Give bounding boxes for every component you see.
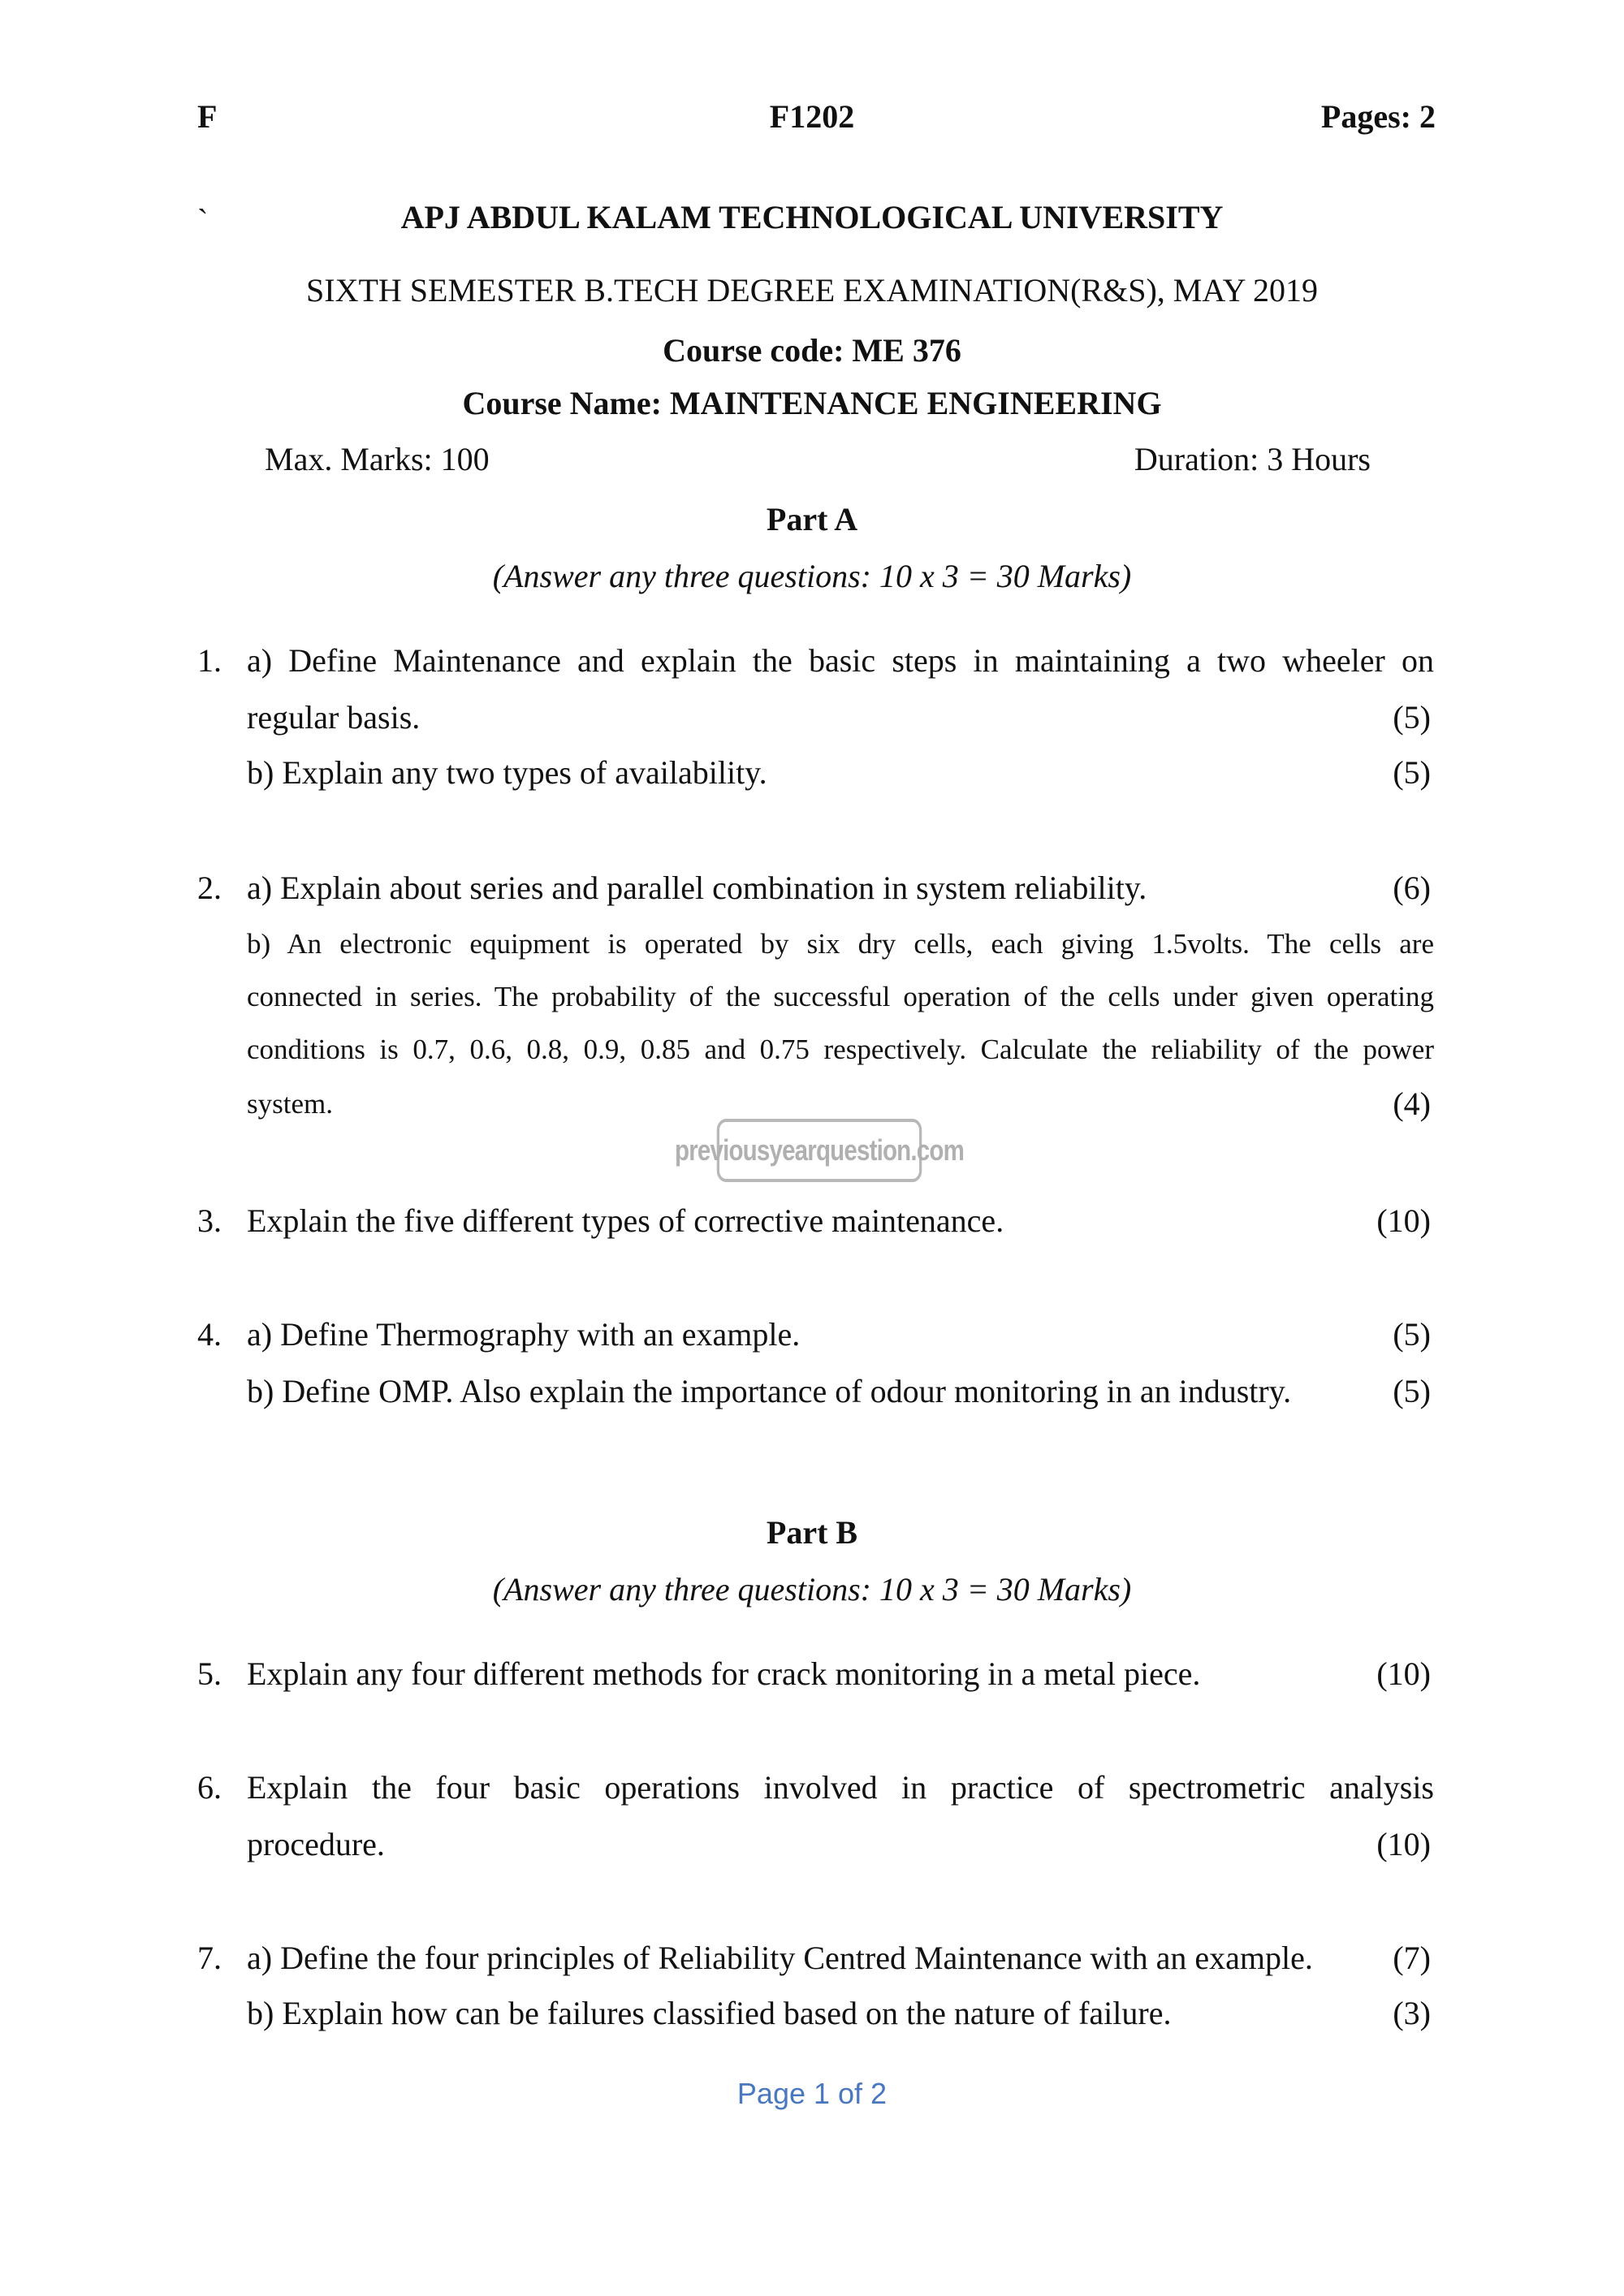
question-marks: (5) xyxy=(1393,1316,1431,1353)
question-number: 1. xyxy=(197,642,222,679)
question-marks: (10) xyxy=(1376,1655,1431,1692)
question-number: 3. xyxy=(197,1202,222,1239)
header-page-count: Pages: 2 xyxy=(1320,98,1436,135)
question-text: system. xyxy=(247,1088,333,1120)
question-number: 7. xyxy=(197,1940,222,1976)
question-text: Explain the five different types of corrective maintenance. xyxy=(247,1202,1004,1239)
part-a-title: Part A xyxy=(766,501,858,537)
question-text: a) Define Thermography with an example. xyxy=(247,1316,801,1353)
header-tick-mark: ` xyxy=(197,202,209,239)
question-number: 4. xyxy=(197,1316,222,1353)
question-marks: (5) xyxy=(1393,699,1431,736)
question-number: 2. xyxy=(197,870,222,906)
question-text: Explain any four different methods for crack monitoring in a metal piece. xyxy=(247,1655,1201,1692)
duration: Duration: 3 Hours xyxy=(1134,441,1371,477)
question-text: connected in series. The probability of the successful operation of the cells under given operating xyxy=(247,981,1434,1012)
question-marks: (5) xyxy=(1393,754,1431,791)
question-marks: (10) xyxy=(1376,1826,1431,1862)
header-form-letter: F xyxy=(197,98,218,135)
course-code: Course code: ME 376 xyxy=(663,332,961,369)
max-marks: Max. Marks: 100 xyxy=(265,441,490,477)
question-marks: (4) xyxy=(1393,1085,1431,1122)
part-b-title: Part B xyxy=(766,1514,858,1551)
question-text: b) Explain how can be failures classified based on the nature of failure. xyxy=(247,1995,1172,2031)
page-footer: Page 1 of 2 xyxy=(736,2077,888,2110)
question-marks: (7) xyxy=(1393,1940,1431,1976)
question-text: a) Explain about series and parallel combination in system reliability. xyxy=(247,870,1147,906)
university-name: APJ ABDUL KALAM TECHNOLOGICAL UNIVERSITY xyxy=(400,199,1224,235)
header-paper-code: F1202 xyxy=(769,98,855,135)
question-marks: (6) xyxy=(1393,870,1431,906)
question-text: conditions is 0.7, 0.6, 0.8, 0.9, 0.85 and 0.75 respectively. Calculate the reliability of the power xyxy=(247,1034,1434,1065)
question-text: b) An electronic equipment is operated by six dry cells, each giving 1.5volts. The cells are xyxy=(247,928,1434,960)
question-text: regular basis. xyxy=(247,699,421,736)
question-number: 6. xyxy=(197,1769,222,1806)
question-text: procedure. xyxy=(247,1826,385,1862)
question-text: b) Define OMP. Also explain the importance of odour monitoring in an industry. xyxy=(247,1373,1292,1409)
question-text: Explain the four basic operations involved in practice of spectrometric analysis xyxy=(247,1769,1434,1806)
watermark-logo: previousyearquestion.com xyxy=(717,1119,922,1182)
question-marks: (5) xyxy=(1393,1373,1431,1409)
question-text: a) Define Maintenance and explain the basic steps in maintaining a two wheeler on xyxy=(247,642,1434,679)
question-marks: (10) xyxy=(1376,1202,1431,1239)
part-b-instruction: (Answer any three questions: 10 x 3 = 30 Marks) xyxy=(492,1571,1132,1608)
part-a-instruction: (Answer any three questions: 10 x 3 = 30 Marks) xyxy=(492,558,1132,594)
question-marks: (3) xyxy=(1393,1995,1431,2031)
question-text: a) Define the four principles of Reliability Centred Maintenance with an example. xyxy=(247,1940,1313,1976)
course-name: Course Name: MAINTENANCE ENGINEERING xyxy=(462,385,1162,421)
exam-title: SIXTH SEMESTER B.TECH DEGREE EXAMINATION(R&S), MAY 2019 xyxy=(306,272,1318,309)
question-text: b) Explain any two types of availability. xyxy=(247,754,767,791)
question-number: 5. xyxy=(197,1655,222,1692)
